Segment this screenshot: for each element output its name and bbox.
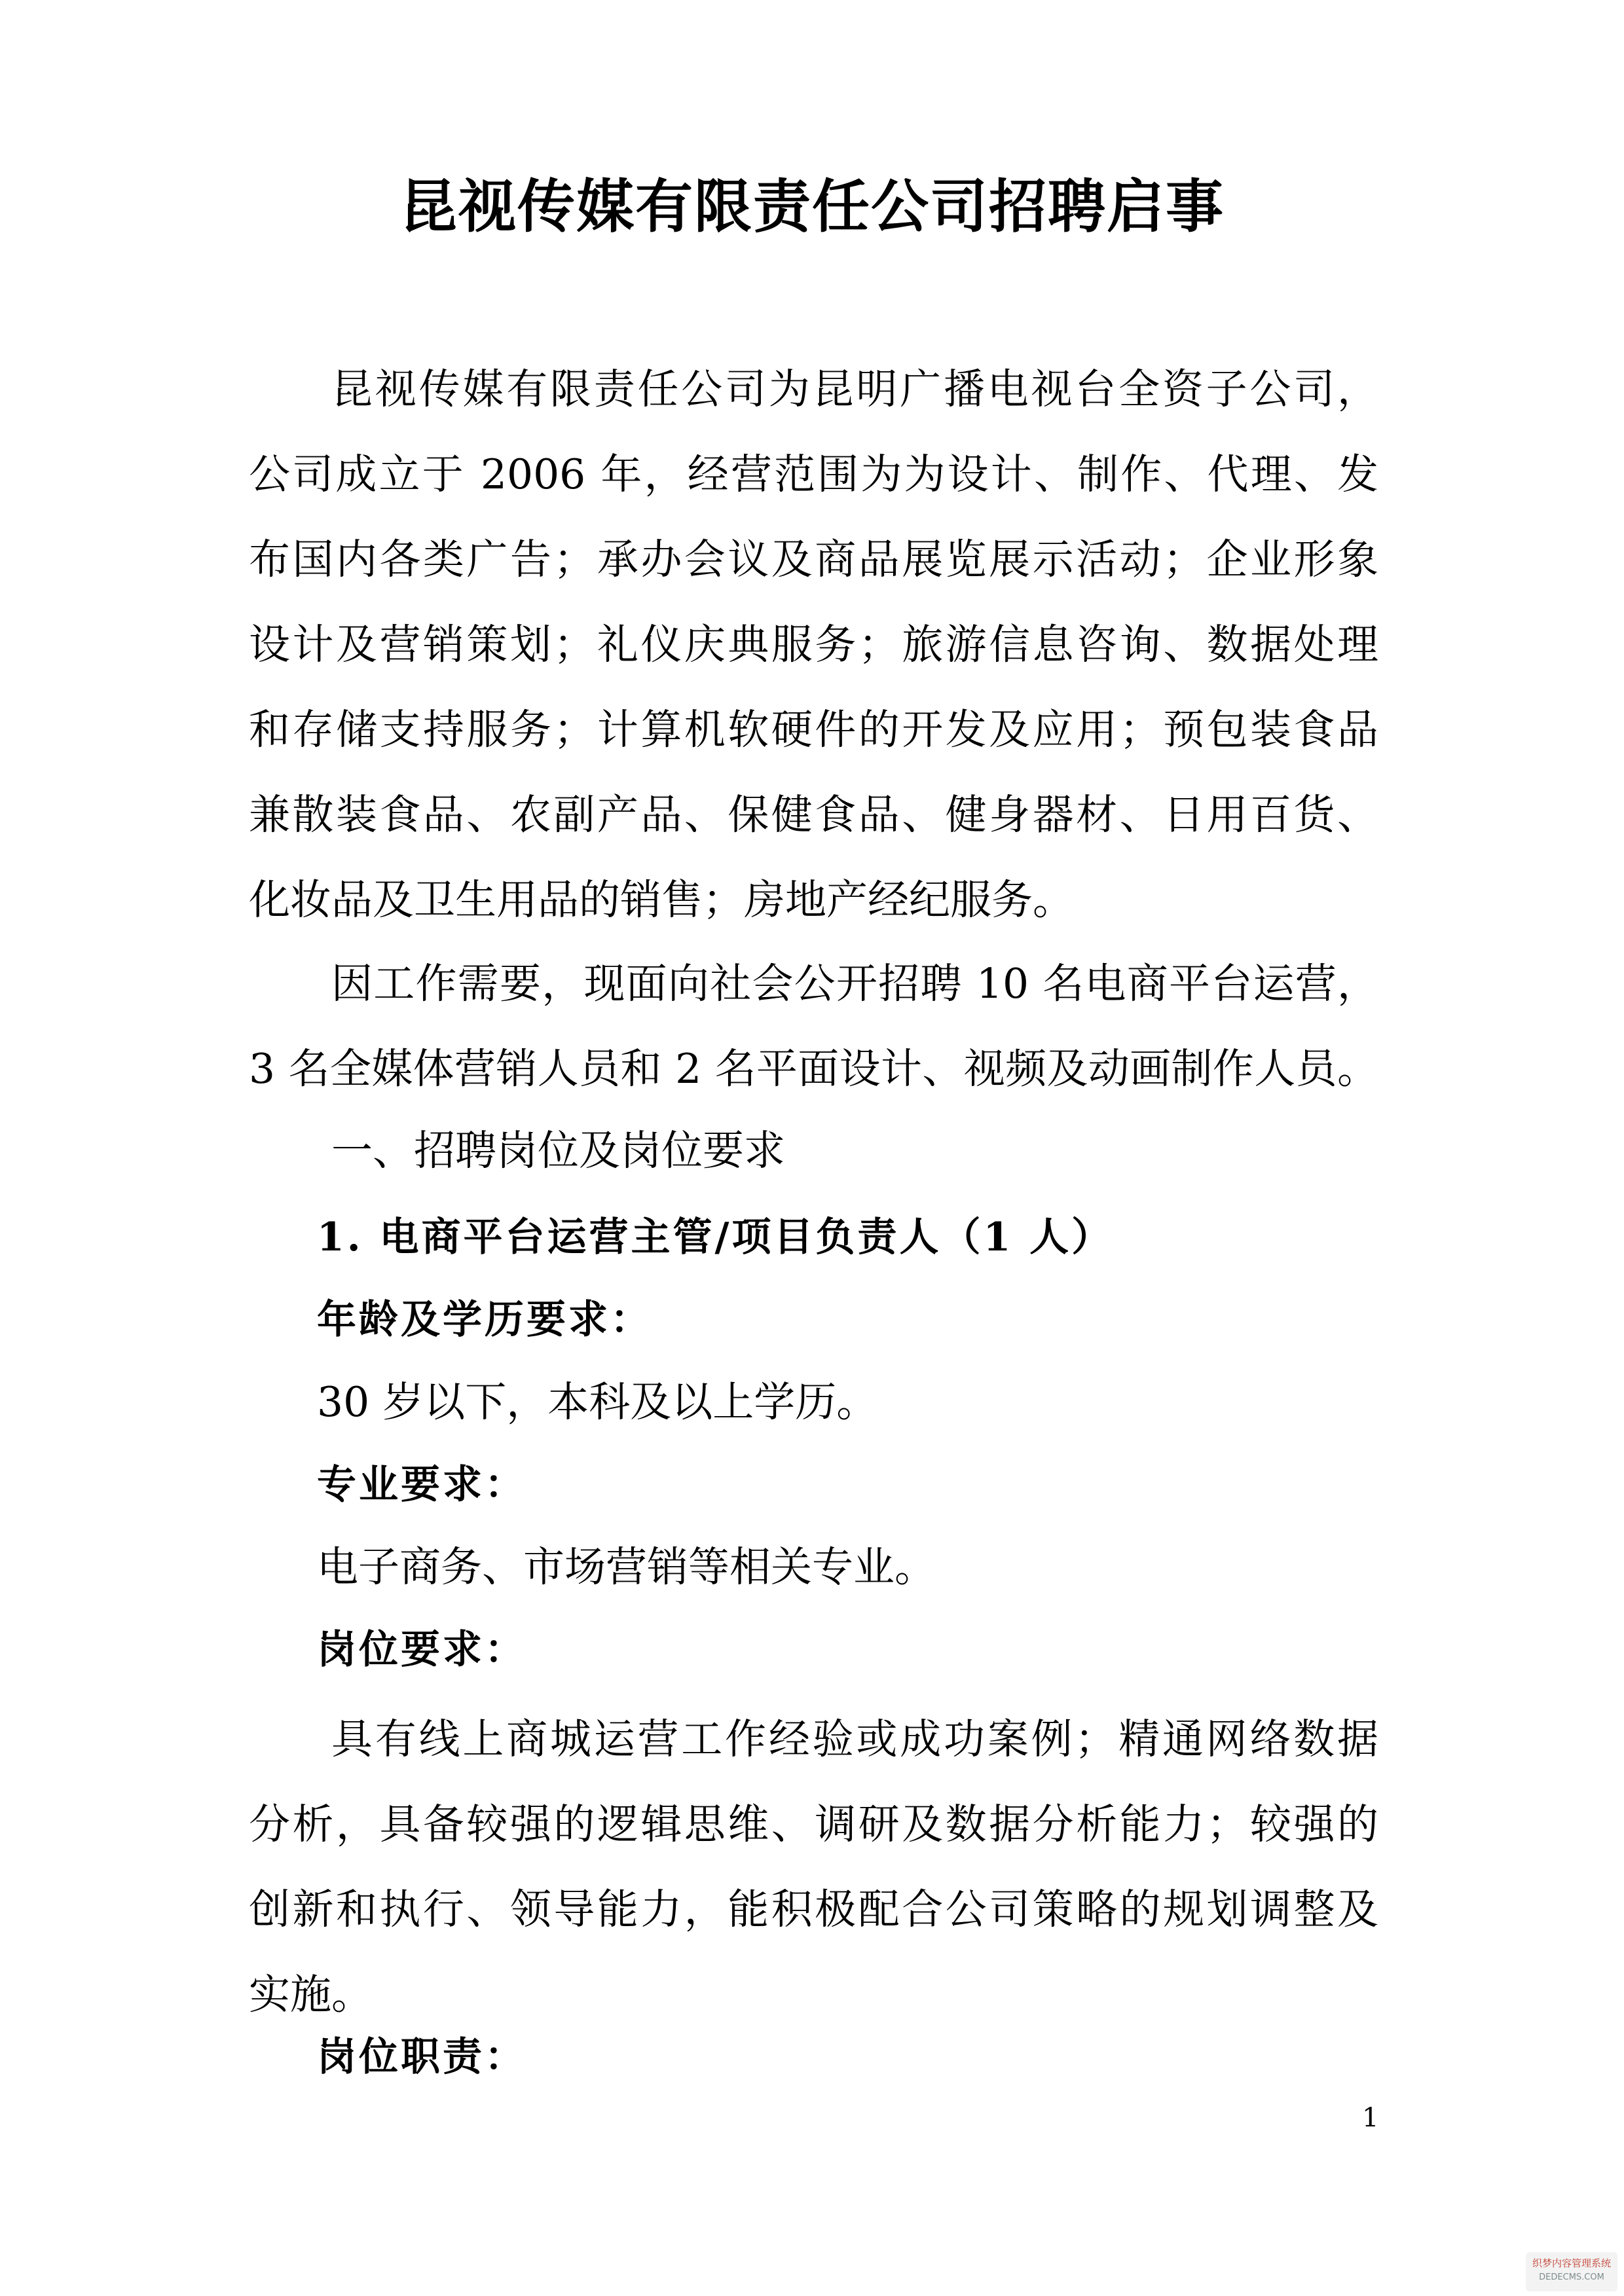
age-education-text: 30 岁以下，本科及以上学历。	[317, 1378, 878, 1426]
intro-line: 兼散装食品、农副产品、保健食品、健身器材、日用百货、	[249, 791, 1378, 839]
recruit-paragraph	[249, 941, 1378, 1112]
intro-line: 和存储支持服务；计算机软硬件的开发及应用；预包装食品	[249, 706, 1378, 754]
recruit-line: 3 名全媒体营销人员和 2 名平面设计、视频及动画制作人员。	[249, 1045, 1378, 1093]
section-heading: 一、招聘岗位及岗位要求	[331, 1127, 785, 1175]
document-title: 昆视传媒有限责任公司招聘启事	[399, 173, 1225, 240]
page-number: 1	[1362, 2103, 1379, 2133]
intro-line: 公司成立于 2006 年，经营范围为为设计、制作、代理、发	[249, 450, 1378, 498]
age-education-label: 年龄及学历要求：	[317, 1297, 652, 1343]
recruit-line: 因工作需要，现面向社会公开招聘 10 名电商平台运营，	[331, 960, 1378, 1008]
intro-line: 布国内各类广告；承办会议及商品展览展示活动；企业形象	[249, 536, 1378, 583]
duties-label: 岗位职责：	[317, 2034, 526, 2080]
intro-line: 化妆品及卫生用品的销售；房地产经纪服务。	[249, 876, 1074, 924]
watermark-subtext: DEDECMS.COM	[1539, 2272, 1604, 2282]
requirements-line: 分析，具备较强的逻辑思维、调研及数据分析能力；较强的	[249, 1800, 1378, 1848]
requirements-line: 创新和执行、领导能力，能积极配合公司策略的规划调整及	[249, 1886, 1378, 1933]
intro-paragraph	[249, 347, 1378, 943]
intro-line: 设计及营销策划；礼仪庆典服务；旅游信息咨询、数据处理	[249, 621, 1378, 668]
major-label: 专业要求：	[317, 1462, 526, 1508]
requirements-paragraph	[249, 1697, 1378, 2037]
watermark-logo	[1526, 2252, 1617, 2291]
watermark-text: 织梦内容管理系统	[1532, 2257, 1611, 2269]
requirements-line: 实施。	[249, 1971, 373, 2018]
requirements-label: 岗位要求：	[317, 1627, 526, 1673]
requirements-line: 具有线上商城运营工作经验或成功案例；精通网络数据	[331, 1715, 1378, 1763]
major-text: 电子商务、市场营销等相关专业。	[317, 1543, 936, 1591]
position-title: 1. 电商平台运营主管/项目负责人（1 人）	[317, 1214, 1114, 1260]
intro-line: 昆视传媒有限责任公司为昆明广播电视台全资子公司，	[331, 365, 1378, 413]
